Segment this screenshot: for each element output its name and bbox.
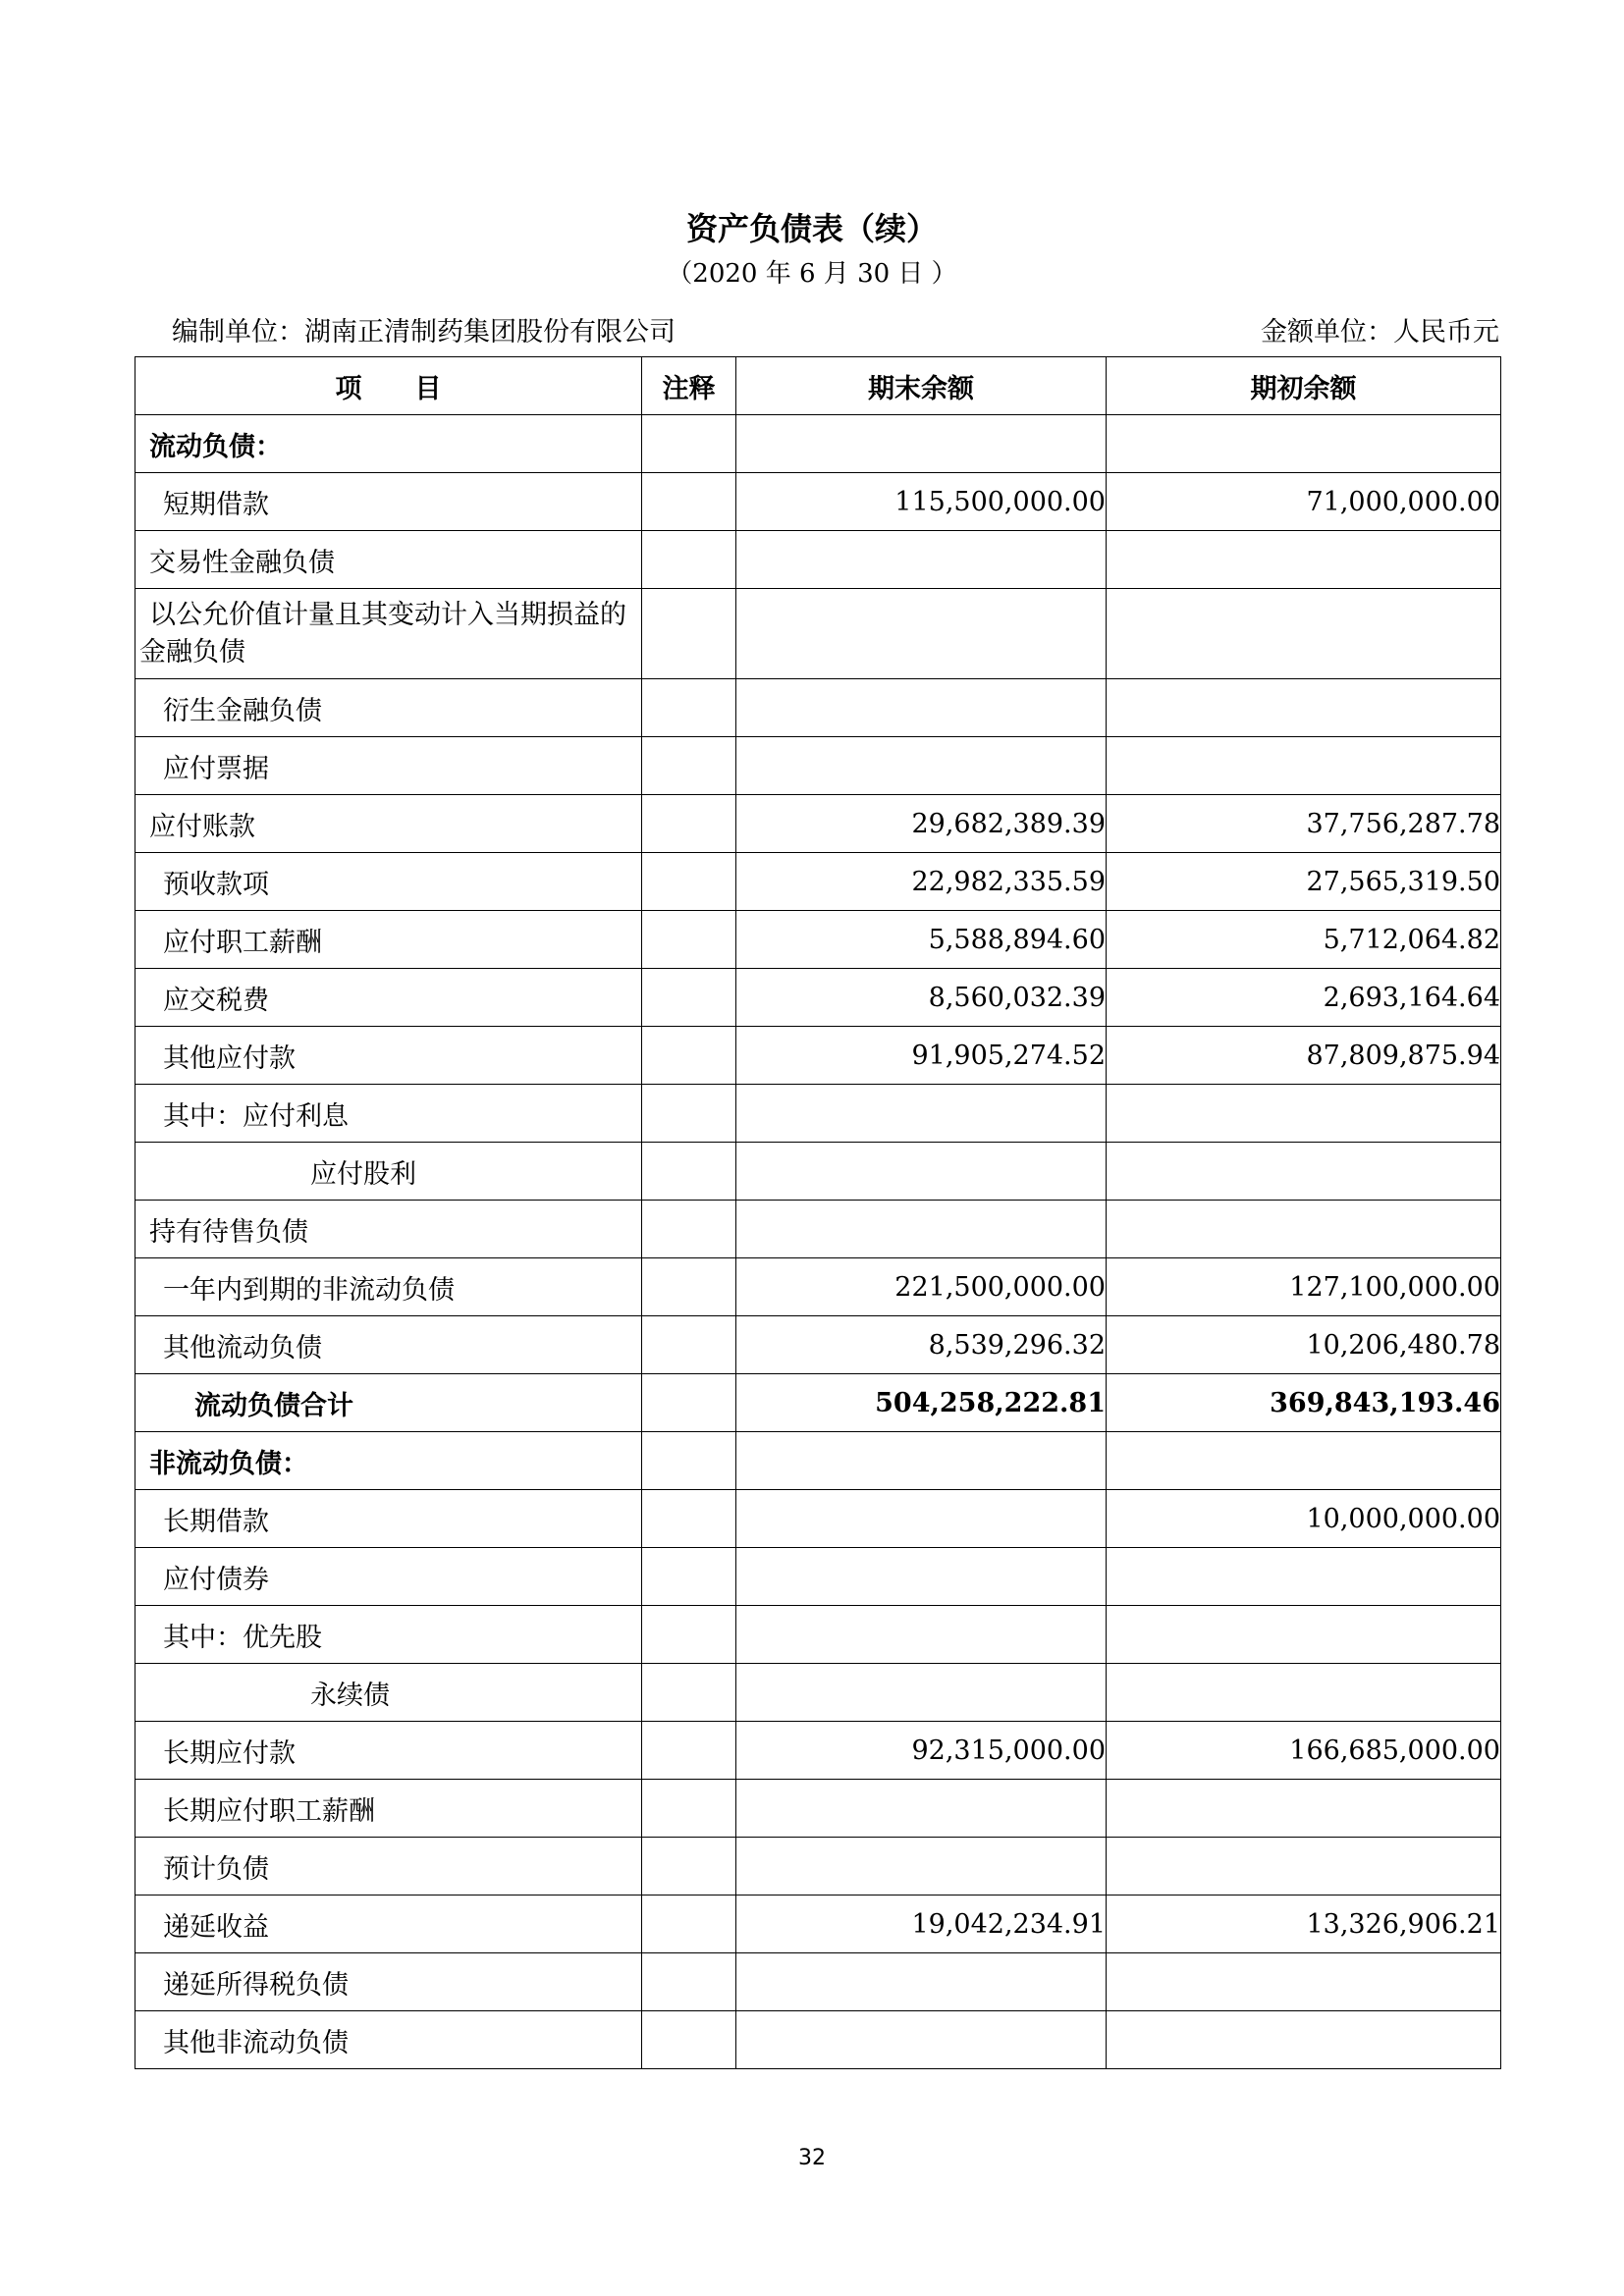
row-ending-value xyxy=(736,415,1107,473)
header-note: 注释 xyxy=(642,357,736,415)
row-label: 递延收益 xyxy=(135,1896,642,1953)
row-label: 长期借款 xyxy=(135,1490,642,1548)
row-label: 流动负债： xyxy=(135,415,642,473)
row-note xyxy=(642,1838,736,1896)
row-ending-value: 29,682,389.39 xyxy=(736,795,1107,853)
row-note xyxy=(642,1374,736,1432)
table-header-row xyxy=(135,357,1501,415)
row-beginning-value xyxy=(1107,679,1501,737)
report-date: （2020 年 6 月 30 日 ） xyxy=(667,259,957,289)
row-ending-value xyxy=(736,1606,1107,1664)
table-row xyxy=(135,1838,1501,1896)
row-ending-value xyxy=(736,1838,1107,1896)
row-beginning-value: 369,843,193.46 xyxy=(1107,1374,1501,1432)
table-row xyxy=(135,1780,1501,1838)
row-beginning-value xyxy=(1107,1664,1501,1722)
row-label-text: 以公允价值计量且其变动计入当期损益的金融负债 xyxy=(139,599,626,667)
table-row xyxy=(135,679,1501,737)
row-ending-value xyxy=(736,1490,1107,1548)
row-note xyxy=(642,1201,736,1258)
row-label: 应付债券 xyxy=(135,1548,642,1606)
table-row xyxy=(135,1953,1501,2011)
header-ending-balance: 期末余额 xyxy=(736,357,1107,415)
row-note xyxy=(642,1316,736,1374)
row-beginning-value xyxy=(1107,531,1501,589)
table-row xyxy=(135,737,1501,795)
table-row xyxy=(135,1722,1501,1780)
row-note xyxy=(642,969,736,1027)
row-ending-value xyxy=(736,1664,1107,1722)
row-label: 永续债 xyxy=(135,1664,642,1722)
row-beginning-value xyxy=(1107,415,1501,473)
row-beginning-value: 10,206,480.78 xyxy=(1107,1316,1501,1374)
row-note xyxy=(642,1780,736,1838)
table-row xyxy=(135,1085,1501,1143)
row-beginning-value xyxy=(1107,1432,1501,1490)
row-ending-value xyxy=(736,679,1107,737)
row-label: 其中：优先股 xyxy=(135,1606,642,1664)
row-label: 非流动负债： xyxy=(135,1432,642,1490)
row-label: 预收款项 xyxy=(135,853,642,911)
row-note xyxy=(642,1027,736,1085)
row-label: 衍生金融负债 xyxy=(135,679,642,737)
row-beginning-value xyxy=(1107,737,1501,795)
row-ending-value xyxy=(736,1085,1107,1143)
table-row xyxy=(135,1664,1501,1722)
row-note xyxy=(642,1432,736,1490)
row-ending-value xyxy=(736,1953,1107,2011)
row-note xyxy=(642,911,736,969)
row-beginning-value: 27,565,319.50 xyxy=(1107,853,1501,911)
row-ending-value: 8,539,296.32 xyxy=(736,1316,1107,1374)
row-label: 流动负债合计 xyxy=(135,1374,642,1432)
row-note xyxy=(642,737,736,795)
row-ending-value: 115,500,000.00 xyxy=(736,473,1107,531)
row-label: 应付账款 xyxy=(135,795,642,853)
row-note xyxy=(642,1548,736,1606)
page-number: 32 xyxy=(798,2146,826,2170)
table-row xyxy=(135,969,1501,1027)
row-beginning-value xyxy=(1107,1548,1501,1606)
row-note xyxy=(642,679,736,737)
row-label: 递延所得税负债 xyxy=(135,1953,642,2011)
row-note xyxy=(642,1143,736,1201)
table-row xyxy=(135,415,1501,473)
row-beginning-value xyxy=(1107,2011,1501,2069)
table-row xyxy=(135,1896,1501,1953)
row-label: 一年内到期的非流动负债 xyxy=(135,1258,642,1316)
row-label: 其他非流动负债 xyxy=(135,2011,642,2069)
table-row xyxy=(135,1548,1501,1606)
row-ending-value: 19,042,234.91 xyxy=(736,1896,1107,1953)
table-row xyxy=(135,531,1501,589)
row-label: 交易性金融负债 xyxy=(135,531,642,589)
balance-sheet-table xyxy=(135,356,1501,2069)
row-ending-value xyxy=(736,2011,1107,2069)
page-title: 资产负债表（续） xyxy=(685,210,938,247)
reporting-entity: 编制单位：湖南正清制药集团股份有限公司 xyxy=(172,317,676,347)
row-note xyxy=(642,853,736,911)
row-ending-value: 504,258,222.81 xyxy=(736,1374,1107,1432)
row-note xyxy=(642,589,736,679)
row-ending-value xyxy=(736,1548,1107,1606)
table-row xyxy=(135,795,1501,853)
row-label: 长期应付款 xyxy=(135,1722,642,1780)
row-note xyxy=(642,1664,736,1722)
table-row xyxy=(135,1201,1501,1258)
table-row xyxy=(135,589,1501,679)
row-note xyxy=(642,1722,736,1780)
row-note xyxy=(642,1953,736,2011)
row-beginning-value xyxy=(1107,1143,1501,1201)
row-beginning-value: 13,326,906.21 xyxy=(1107,1896,1501,1953)
row-label: 其他应付款 xyxy=(135,1027,642,1085)
row-label: 应付票据 xyxy=(135,737,642,795)
row-beginning-value: 5,712,064.82 xyxy=(1107,911,1501,969)
row-label: 应付股利 xyxy=(135,1143,642,1201)
row-note xyxy=(642,1258,736,1316)
row-ending-value xyxy=(736,1201,1107,1258)
row-ending-value: 221,500,000.00 xyxy=(736,1258,1107,1316)
table-row xyxy=(135,1027,1501,1085)
row-ending-value: 22,982,335.59 xyxy=(736,853,1107,911)
row-label: 预计负债 xyxy=(135,1838,642,1896)
table-row xyxy=(135,853,1501,911)
row-ending-value: 92,315,000.00 xyxy=(736,1722,1107,1780)
table-row xyxy=(135,1316,1501,1374)
row-beginning-value xyxy=(1107,1838,1501,1896)
row-note xyxy=(642,473,736,531)
row-ending-value xyxy=(736,1432,1107,1490)
row-label: 短期借款 xyxy=(135,473,642,531)
row-beginning-value: 10,000,000.00 xyxy=(1107,1490,1501,1548)
row-beginning-value xyxy=(1107,1201,1501,1258)
row-label: 其中：应付利息 xyxy=(135,1085,642,1143)
table-row xyxy=(135,1432,1501,1490)
row-beginning-value: 166,685,000.00 xyxy=(1107,1722,1501,1780)
row-beginning-value xyxy=(1107,589,1501,679)
table-row xyxy=(135,1258,1501,1316)
row-note xyxy=(642,2011,736,2069)
row-note xyxy=(642,1085,736,1143)
table-row xyxy=(135,2011,1501,2069)
row-label xyxy=(135,589,642,679)
row-beginning-value: 37,756,287.78 xyxy=(1107,795,1501,853)
table-row xyxy=(135,1490,1501,1548)
row-ending-value: 8,560,032.39 xyxy=(736,969,1107,1027)
row-label: 其他流动负债 xyxy=(135,1316,642,1374)
currency-unit: 金额单位：人民币元 xyxy=(1261,317,1499,347)
table-row xyxy=(135,473,1501,531)
row-note xyxy=(642,415,736,473)
row-label: 持有待售负债 xyxy=(135,1201,642,1258)
row-label: 应交税费 xyxy=(135,969,642,1027)
header-beginning-balance: 期初余额 xyxy=(1107,357,1501,415)
row-note xyxy=(642,1896,736,1953)
row-ending-value xyxy=(736,737,1107,795)
row-ending-value xyxy=(736,589,1107,679)
header-item: 项 目 xyxy=(135,357,642,415)
row-beginning-value: 71,000,000.00 xyxy=(1107,473,1501,531)
table-row xyxy=(135,1143,1501,1201)
row-label: 长期应付职工薪酬 xyxy=(135,1780,642,1838)
row-label: 应付职工薪酬 xyxy=(135,911,642,969)
table-row-total xyxy=(135,1374,1501,1432)
row-ending-value: 91,905,274.52 xyxy=(736,1027,1107,1085)
row-note xyxy=(642,795,736,853)
row-beginning-value xyxy=(1107,1085,1501,1143)
row-note xyxy=(642,1606,736,1664)
row-ending-value xyxy=(736,531,1107,589)
table-row xyxy=(135,1606,1501,1664)
table-row xyxy=(135,911,1501,969)
row-note xyxy=(642,1490,736,1548)
row-note xyxy=(642,531,736,589)
row-beginning-value xyxy=(1107,1780,1501,1838)
row-ending-value xyxy=(736,1143,1107,1201)
row-beginning-value xyxy=(1107,1953,1501,2011)
row-ending-value: 5,588,894.60 xyxy=(736,911,1107,969)
row-beginning-value: 127,100,000.00 xyxy=(1107,1258,1501,1316)
row-beginning-value: 2,693,164.64 xyxy=(1107,969,1501,1027)
row-beginning-value xyxy=(1107,1606,1501,1664)
row-beginning-value: 87,809,875.94 xyxy=(1107,1027,1501,1085)
row-ending-value xyxy=(736,1780,1107,1838)
